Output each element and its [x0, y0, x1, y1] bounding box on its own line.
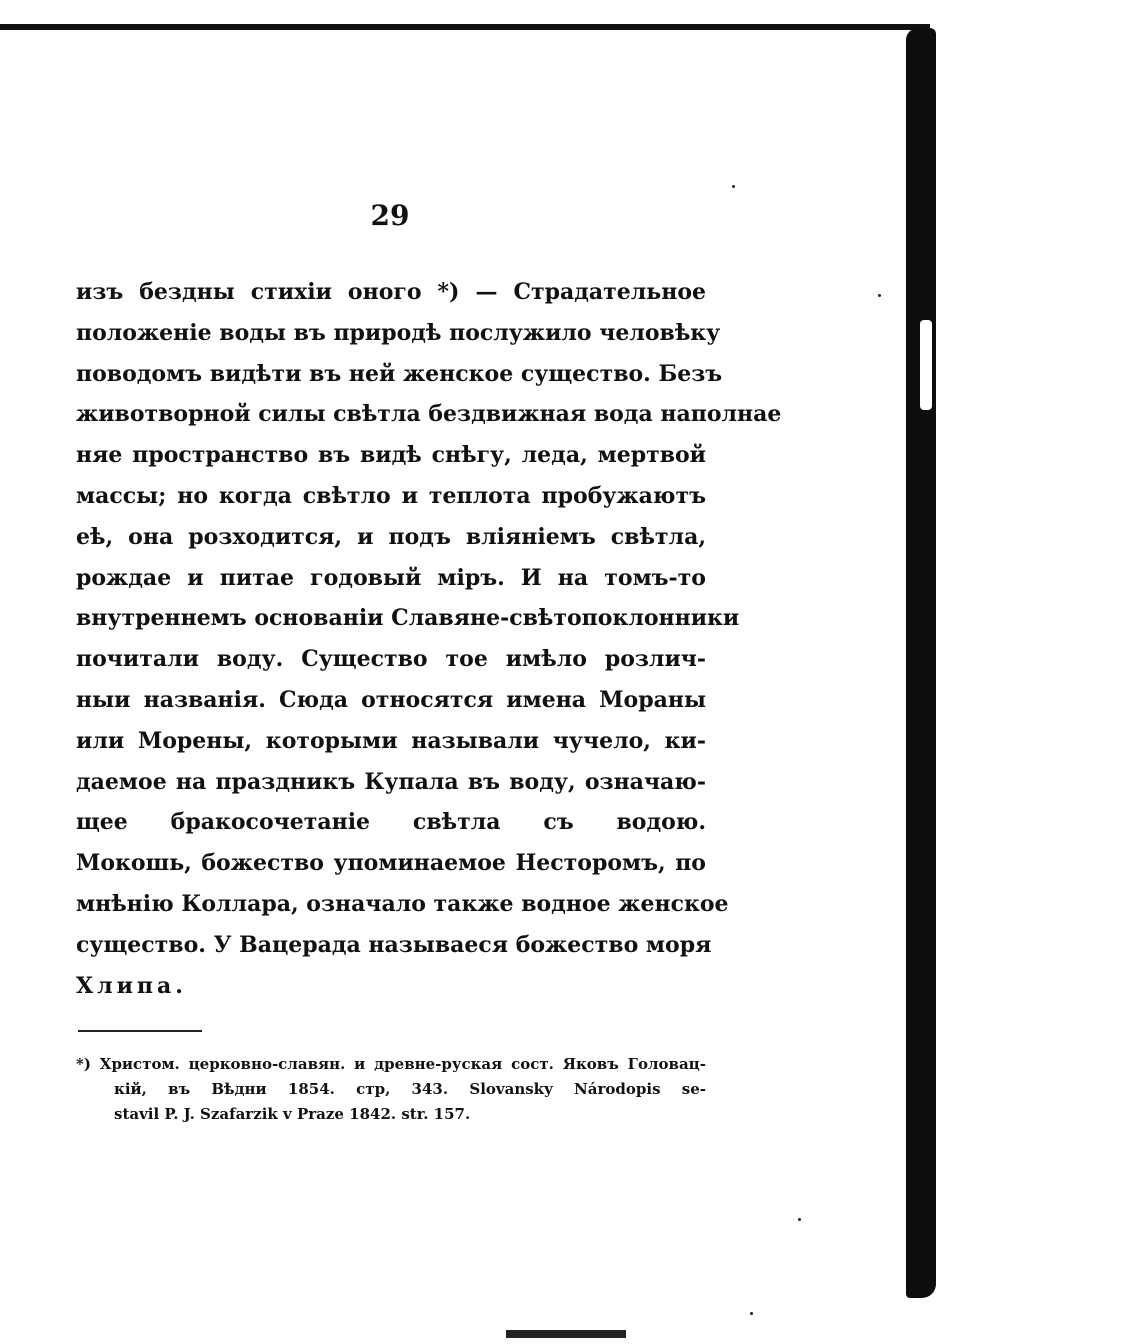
scan-speck — [798, 1218, 801, 1221]
text-line: няе пространство въ видѣ снѣгу, леда, мертвой — [76, 442, 706, 469]
footnote-line: кій, въ Вѣдни 1854. стр, 343. Slovansky Národopis se- — [114, 1080, 706, 1098]
text-line: рождае и питае годовый міръ. И на томъ-то — [76, 564, 706, 591]
text-line: ныи названія. Сюда относятся имена Мораны — [76, 686, 706, 713]
page-number: 29 — [370, 199, 410, 232]
footnote-line: *) Христом. церковно-славян. и древне-руская сост. Яковъ Головац- — [76, 1055, 706, 1073]
footnotes — [76, 1052, 706, 1127]
footnote-rule — [78, 1030, 202, 1032]
scan-top-edge — [0, 24, 930, 30]
text-line: Хлипа. — [76, 972, 187, 999]
text-line: изъ бездны стихіи оного *) — Страдательное — [76, 279, 706, 305]
text-line: поводомъ видѣти въ ней женское существо. Безъ — [76, 360, 723, 387]
text-line: еѣ, она розходится, и подъ вліяніемъ свѣтла, — [76, 523, 706, 550]
scan-speck — [750, 1312, 753, 1315]
text-line: существо. У Вацерада называеся божество моря — [76, 931, 712, 958]
text-line: почитали воду. Существо тое имѣло розлич- — [76, 646, 706, 673]
text-line: внутреннемъ основаніи Славяне-свѣтопоклонники — [76, 605, 740, 632]
scan-bottom-mark — [506, 1330, 626, 1338]
text-line: массы; но когда свѣтло и теплота пробужаютъ — [76, 482, 706, 509]
text-line: положеніе воды въ природѣ послужило человѣку — [76, 319, 721, 346]
text-line: даемое на праздникъ Купала въ воду, означаю- — [76, 768, 706, 795]
text-line: животворной силы свѣтла бездвижная вода наполнае — [76, 401, 782, 428]
body-text — [76, 272, 782, 1006]
text-line: мнѣнію Коллара, означало также водное женское — [76, 890, 729, 917]
scan-speck — [878, 294, 881, 297]
footnote-line: stavil P. J. Szafarzik v Praze 1842. str. 157. — [114, 1105, 471, 1123]
scan-speck — [732, 185, 735, 188]
book-spine-shadow — [906, 28, 936, 1298]
text-line: Мокошь, божество упоминаемое Несторомъ, по — [76, 850, 706, 877]
spine-highlight — [920, 320, 932, 410]
text-line: или Морены, которыми называли чучело, ки- — [76, 727, 706, 754]
text-line: щее бракосочетаніе свѣтла съ водою. — [76, 809, 706, 836]
